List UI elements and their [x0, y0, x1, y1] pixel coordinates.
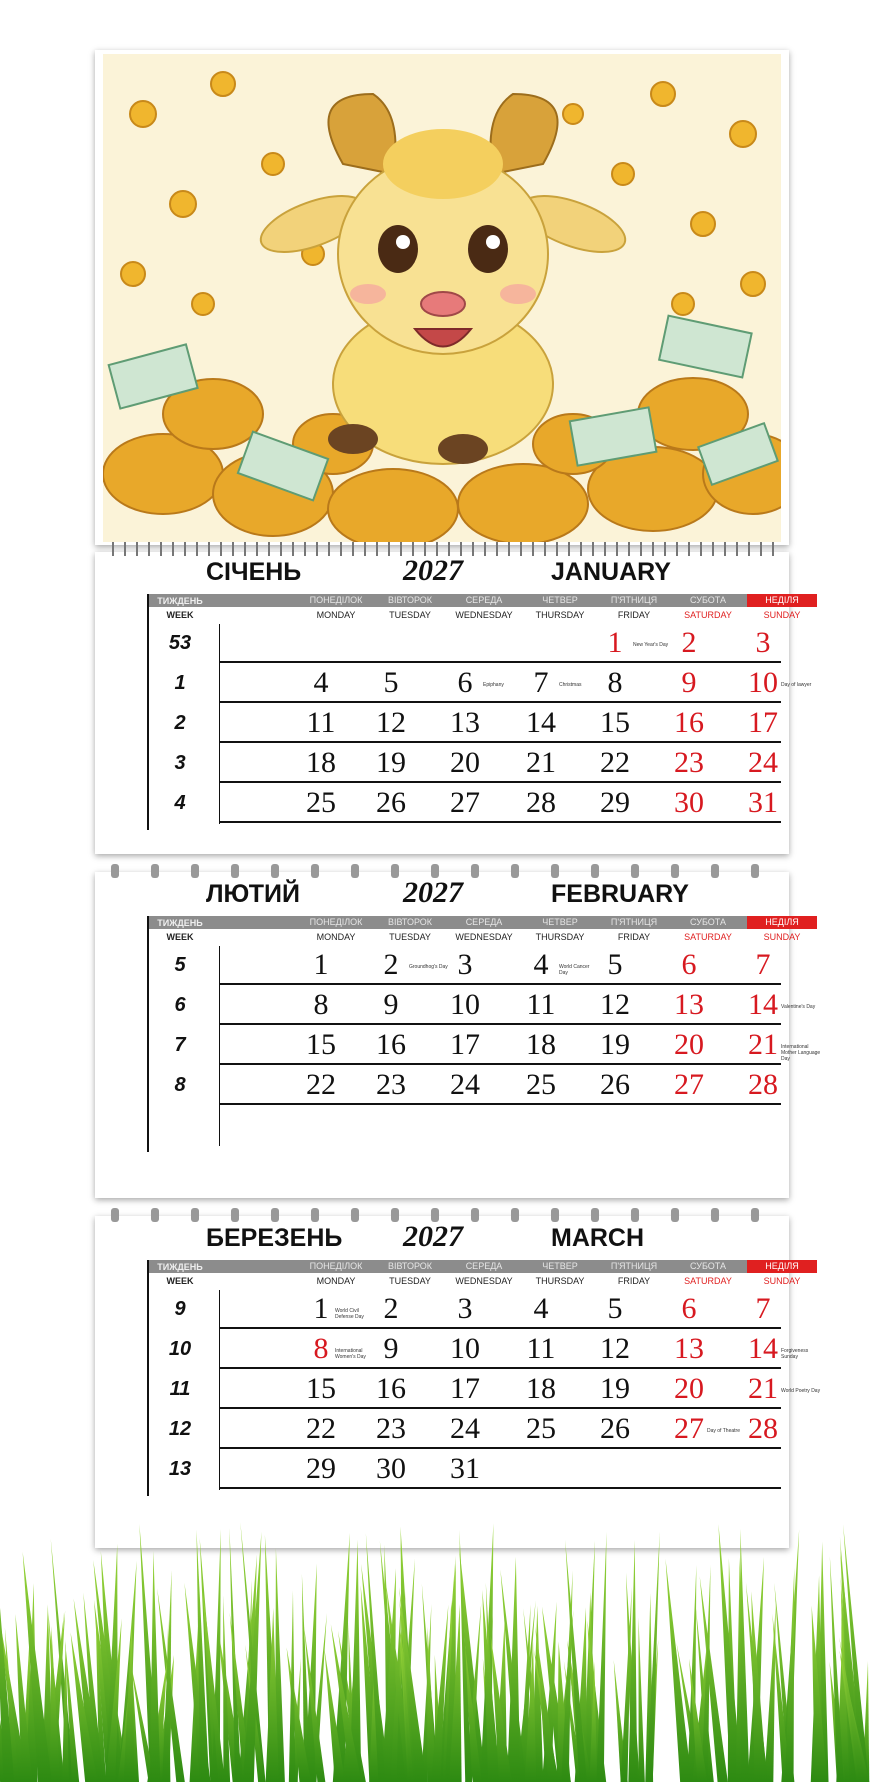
week-number: 3: [174, 752, 186, 774]
week-number: 53: [168, 632, 192, 654]
month-name-en: MARCH: [551, 1224, 645, 1252]
day-15[interactable]: 15: [306, 1372, 336, 1405]
week-header-ua: ТИЖДЕНЬ: [157, 1262, 203, 1272]
day-21[interactable]: 21: [748, 1028, 778, 1061]
holiday-note: Groundhog's Day: [409, 964, 448, 970]
row-divider: [219, 821, 781, 823]
week-number: 2: [174, 712, 186, 734]
day-11[interactable]: 11: [526, 988, 556, 1021]
row-divider: [219, 1367, 781, 1369]
day-24[interactable]: 24: [450, 1412, 480, 1445]
week-header-ua: ТИЖДЕНЬ: [157, 918, 203, 928]
holiday-note: Christmas: [559, 682, 582, 688]
month-panel-february: [103, 876, 821, 1194]
week-number: 13: [168, 1458, 192, 1480]
day-20[interactable]: 20: [674, 1028, 704, 1061]
week-divider: [219, 946, 220, 1146]
day-30[interactable]: 30: [674, 786, 704, 819]
day-header-en: MONDAY: [316, 1276, 356, 1286]
week-number: 6: [174, 994, 186, 1016]
day-1[interactable]: 1: [313, 948, 329, 981]
day-header-en: TUESDAY: [389, 1276, 431, 1286]
day-25[interactable]: 25: [526, 1412, 556, 1445]
day-7[interactable]: 7: [755, 1292, 771, 1325]
day-header-en: THURSDAY: [535, 932, 585, 942]
day-6[interactable]: 6: [457, 666, 473, 699]
day-14[interactable]: 14: [748, 988, 778, 1021]
day-header-en: WEDNESDAY: [455, 932, 513, 942]
day-header-en: SATURDAY: [684, 1276, 732, 1286]
day-9[interactable]: 9: [681, 666, 697, 699]
day-header-ua: П'ЯТНИЦЯ: [610, 917, 658, 927]
row-divider: [219, 1407, 781, 1409]
day-header-ua: СЕРЕДА: [465, 917, 503, 927]
day-header-ua: ВІВТОРОК: [387, 917, 433, 927]
day-5[interactable]: 5: [607, 1292, 623, 1325]
day-20[interactable]: 20: [674, 1372, 704, 1405]
day-header-en-row: [147, 1274, 801, 1288]
day-3[interactable]: 3: [755, 626, 771, 659]
day-19[interactable]: 19: [600, 1028, 630, 1061]
day-header-ua: ВІВТОРОК: [387, 1261, 433, 1271]
row-divider: [219, 1327, 781, 1329]
day-19[interactable]: 19: [376, 746, 406, 779]
day-19[interactable]: 19: [600, 1372, 630, 1405]
day-26[interactable]: 26: [376, 786, 406, 819]
day-8[interactable]: 8: [313, 988, 329, 1021]
day-header-en: THURSDAY: [535, 610, 585, 620]
day-header-ua: П'ЯТНИЦЯ: [610, 1261, 658, 1271]
month-name-en: JANUARY: [551, 558, 671, 586]
day-header-bar: [147, 594, 799, 607]
day-header-en: SUNDAY: [763, 610, 801, 620]
day-31[interactable]: 31: [748, 786, 778, 819]
day-8[interactable]: 8: [607, 666, 623, 699]
day-header-bar: [147, 916, 799, 929]
day-17[interactable]: 17: [450, 1372, 480, 1405]
day-header-en-row: [147, 608, 801, 622]
week-number: 10: [168, 1338, 192, 1360]
goat-with-coins-icon: [103, 54, 781, 542]
week-number: 5: [174, 954, 186, 976]
month-name-ua: БЕРЕЗЕНЬ: [206, 1224, 343, 1252]
week-number: 8: [174, 1074, 186, 1096]
day-header-ua: ЧЕТВЕР: [542, 595, 578, 605]
day-7[interactable]: 7: [755, 948, 771, 981]
day-header-ua: ПОНЕДІЛОК: [309, 595, 363, 605]
day-header-ua: НЕДІЛЯ: [747, 1260, 817, 1273]
day-header-ua: СЕРЕДА: [465, 1261, 503, 1271]
day-header-en-row: [147, 930, 801, 944]
day-4[interactable]: 4: [533, 948, 549, 981]
holiday-note: World Cancer Day: [559, 964, 590, 976]
day-header-ua: СЕРЕДА: [465, 595, 503, 605]
day-17[interactable]: 17: [748, 706, 778, 739]
day-header-en: MONDAY: [316, 610, 356, 620]
holiday-note: Valentine's Day: [781, 1004, 816, 1010]
week-header-en: WEEK: [166, 1276, 194, 1286]
day-31[interactable]: 31: [450, 1452, 480, 1485]
day-header-ua: ЧЕТВЕР: [542, 917, 578, 927]
day-header-ua: ЧЕТВЕР: [542, 1261, 578, 1271]
holiday-note: Day of lawyer: [781, 682, 812, 688]
day-9[interactable]: 9: [383, 988, 399, 1021]
grass-blade: [740, 1528, 749, 1782]
day-3[interactable]: 3: [457, 1292, 473, 1325]
day-header-en: TUESDAY: [389, 932, 431, 942]
day-header-ua: ВІВТОРОК: [387, 595, 433, 605]
day-23[interactable]: 23: [674, 746, 704, 779]
day-27[interactable]: 27: [674, 1412, 704, 1445]
grass-blade: [596, 1532, 606, 1782]
month-panel-march: [103, 1220, 821, 1544]
grass-blade: [289, 1591, 296, 1782]
day-3[interactable]: 3: [457, 948, 473, 981]
week-number: 4: [174, 792, 186, 814]
week-header-en: WEEK: [166, 932, 194, 942]
day-header-en: SATURDAY: [684, 932, 732, 942]
day-header-en: WEDNESDAY: [455, 610, 513, 620]
holiday-note: World Poetry Day: [781, 1388, 821, 1394]
year-label: 2027: [403, 876, 463, 909]
day-header-en: TUESDAY: [389, 610, 431, 620]
day-20[interactable]: 20: [450, 746, 480, 779]
day-22[interactable]: 22: [306, 1068, 336, 1101]
week-header-en: WEEK: [166, 610, 194, 620]
day-2[interactable]: 2: [383, 1292, 399, 1325]
day-6[interactable]: 6: [681, 1292, 697, 1325]
day-header-en: FRIDAY: [617, 932, 651, 942]
day-header-ua: СУБОТА: [690, 917, 726, 927]
day-16[interactable]: 16: [376, 1372, 406, 1405]
day-header-en: WEDNESDAY: [455, 1276, 513, 1286]
grass-blade: [665, 1559, 691, 1782]
day-18[interactable]: 18: [526, 1028, 556, 1061]
day-15[interactable]: 15: [306, 1028, 336, 1061]
week-number: 1: [174, 672, 186, 694]
day-12[interactable]: 12: [600, 988, 630, 1021]
day-21[interactable]: 21: [526, 746, 556, 779]
day-12[interactable]: 12: [376, 706, 406, 739]
day-23[interactable]: 23: [376, 1068, 406, 1101]
row-divider: [219, 741, 781, 743]
day-25[interactable]: 25: [306, 786, 336, 819]
day-8[interactable]: 8: [313, 1332, 329, 1365]
day-1[interactable]: 1: [313, 1292, 329, 1325]
day-2[interactable]: 2: [681, 626, 697, 659]
row-divider: [219, 1487, 781, 1489]
day-header-en: THURSDAY: [535, 1276, 585, 1286]
holiday-note: New Year's Day: [633, 642, 669, 648]
week-divider: [219, 1290, 220, 1490]
day-18[interactable]: 18: [306, 746, 336, 779]
month-panel-january: [103, 554, 812, 850]
day-24[interactable]: 24: [748, 746, 778, 779]
grass-icon: [0, 1520, 881, 1782]
day-2[interactable]: 2: [383, 948, 399, 981]
day-header-ua: ПОНЕДІЛОК: [309, 917, 363, 927]
day-5[interactable]: 5: [383, 666, 399, 699]
day-21[interactable]: 21: [748, 1372, 778, 1405]
day-28[interactable]: 28: [748, 1412, 778, 1445]
day-9[interactable]: 9: [383, 1332, 399, 1365]
week-number: 11: [169, 1378, 191, 1400]
grass-blade: [638, 1617, 644, 1782]
day-header-en: MONDAY: [316, 932, 356, 942]
day-header-ua: СУБОТА: [690, 1261, 726, 1271]
day-29[interactable]: 29: [600, 786, 630, 819]
day-header-en: FRIDAY: [617, 610, 651, 620]
day-16[interactable]: 16: [674, 706, 704, 739]
year-label: 2027: [403, 554, 463, 587]
row-divider: [219, 661, 781, 663]
week-number: 9: [174, 1298, 186, 1320]
day-27[interactable]: 27: [674, 1068, 704, 1101]
day-14[interactable]: 14: [748, 1332, 778, 1365]
day-10[interactable]: 10: [450, 988, 480, 1021]
day-12[interactable]: 12: [600, 1332, 630, 1365]
week-number: 7: [174, 1034, 186, 1056]
day-11[interactable]: 11: [306, 706, 336, 739]
row-divider: [219, 781, 781, 783]
day-15[interactable]: 15: [600, 706, 630, 739]
day-13[interactable]: 13: [674, 988, 704, 1021]
day-4[interactable]: 4: [313, 666, 329, 699]
holiday-note: International Mother Language Day: [781, 1044, 821, 1062]
grass-blade: [646, 1532, 659, 1782]
day-28[interactable]: 28: [748, 1068, 778, 1101]
holiday-note: World Civil Defense Day: [335, 1308, 364, 1320]
day-header-ua: НЕДІЛЯ: [747, 594, 817, 607]
day-27[interactable]: 27: [450, 786, 480, 819]
grass-blade: [223, 1596, 230, 1782]
row-divider: [219, 1023, 781, 1025]
day-header-en: SUNDAY: [763, 1276, 801, 1286]
month-name-en: FEBRUARY: [551, 880, 689, 908]
month-name-ua: СІЧЕНЬ: [206, 558, 302, 586]
month-name-ua: ЛЮТИЙ: [206, 880, 300, 908]
day-18[interactable]: 18: [526, 1372, 556, 1405]
day-7[interactable]: 7: [533, 666, 549, 699]
day-24[interactable]: 24: [450, 1068, 480, 1101]
week-divider: [219, 624, 220, 824]
day-17[interactable]: 17: [450, 1028, 480, 1061]
day-13[interactable]: 13: [450, 706, 480, 739]
row-divider: [219, 701, 781, 703]
grass-blade: [764, 1604, 776, 1782]
day-29[interactable]: 29: [306, 1452, 336, 1485]
day-16[interactable]: 16: [376, 1028, 406, 1061]
row-divider: [219, 1103, 781, 1105]
row-divider: [219, 983, 781, 985]
day-26[interactable]: 26: [600, 1068, 630, 1101]
day-6[interactable]: 6: [681, 948, 697, 981]
grass-blade: [162, 1570, 172, 1782]
grass-blade: [687, 1565, 696, 1782]
day-header-en: FRIDAY: [617, 1276, 651, 1286]
day-4[interactable]: 4: [533, 1292, 549, 1325]
holiday-note: Day of Theatre: [707, 1428, 740, 1434]
year-label: 2027: [403, 1220, 463, 1253]
grass-blade: [150, 1551, 161, 1782]
day-13[interactable]: 13: [674, 1332, 704, 1365]
holiday-note: Epiphany: [483, 682, 504, 688]
day-10[interactable]: 10: [748, 666, 778, 699]
row-divider: [219, 1447, 781, 1449]
day-10[interactable]: 10: [450, 1332, 480, 1365]
day-header-ua: НЕДІЛЯ: [747, 916, 817, 929]
day-header-bar: [147, 1260, 799, 1273]
day-26[interactable]: 26: [600, 1412, 630, 1445]
day-header-en: SUNDAY: [763, 932, 801, 942]
day-14[interactable]: 14: [526, 706, 556, 739]
day-header-ua: СУБОТА: [690, 595, 726, 605]
day-28[interactable]: 28: [526, 786, 556, 819]
day-1[interactable]: 1: [607, 626, 623, 659]
day-22[interactable]: 22: [306, 1412, 336, 1445]
day-5[interactable]: 5: [607, 948, 623, 981]
day-header-ua: ПОНЕДІЛОК: [309, 1261, 363, 1271]
week-header-ua: ТИЖДЕНЬ: [157, 596, 203, 606]
day-25[interactable]: 25: [526, 1068, 556, 1101]
day-23[interactable]: 23: [376, 1412, 406, 1445]
day-header-ua: П'ЯТНИЦЯ: [610, 595, 658, 605]
day-22[interactable]: 22: [600, 746, 630, 779]
holiday-note: Forgiveness Sunday: [781, 1348, 809, 1360]
grass-blade: [785, 1568, 795, 1782]
week-number: 12: [168, 1418, 192, 1440]
holiday-note: International Women's Day: [335, 1348, 366, 1360]
day-header-en: SATURDAY: [684, 610, 732, 620]
day-30[interactable]: 30: [376, 1452, 406, 1485]
day-11[interactable]: 11: [526, 1332, 556, 1365]
row-divider: [219, 1063, 781, 1065]
